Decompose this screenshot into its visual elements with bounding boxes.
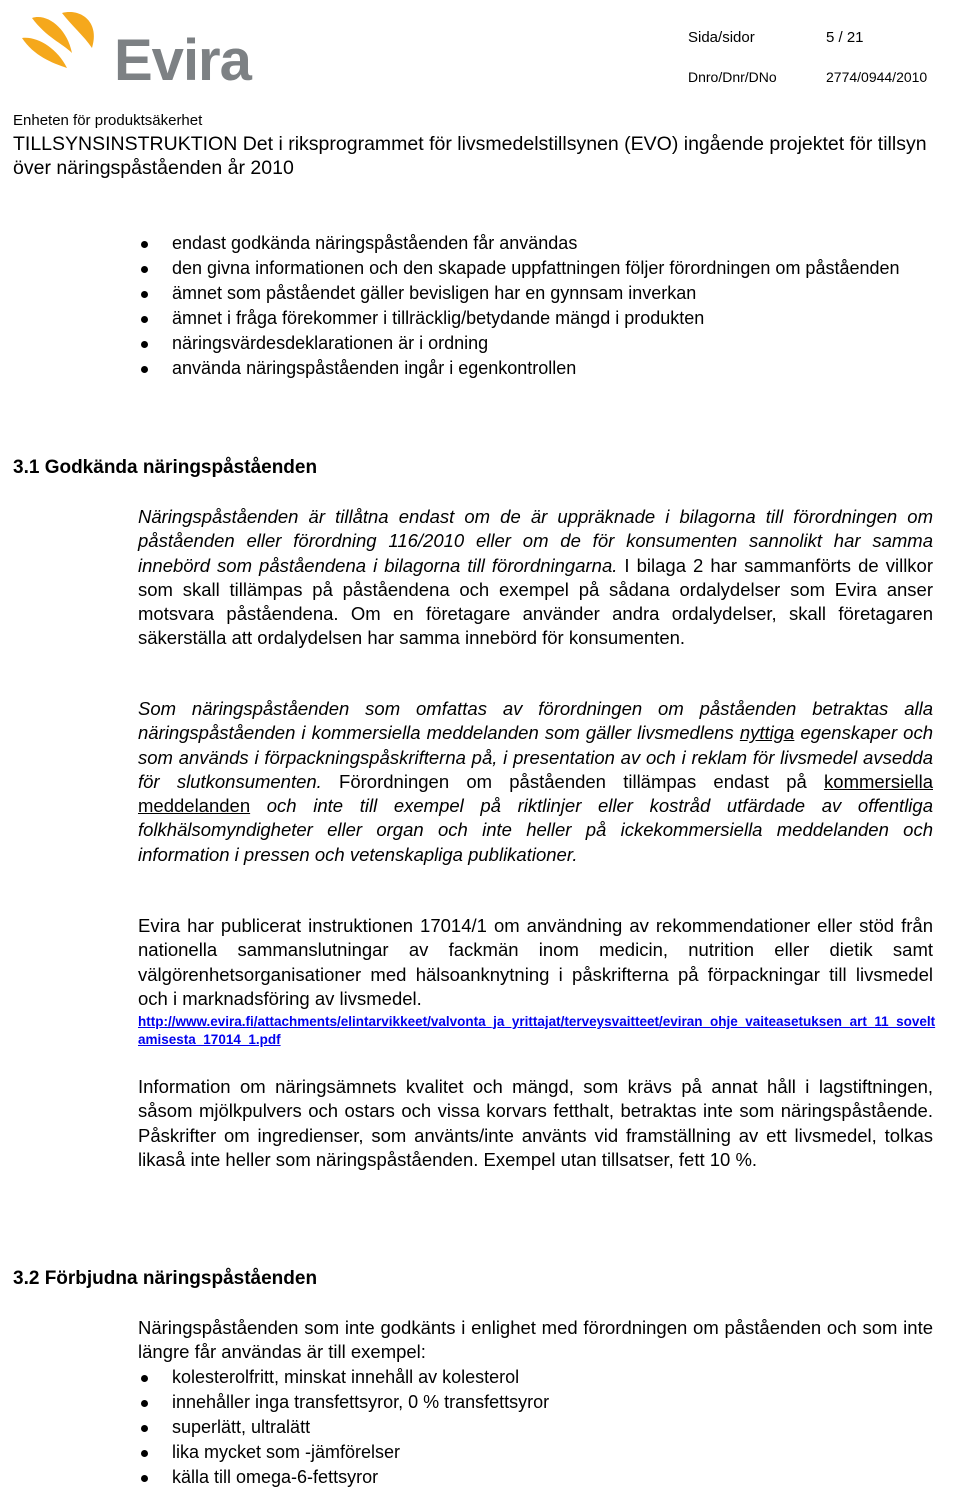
list-item: endast godkända näringspåståenden får användas (0, 231, 932, 256)
page-label: Sida/sidor (688, 29, 755, 46)
paragraph-nutrient-info: Information om näringsämnets kvalitet och mängd, som krävs på annat håll i lagstiftningen, såsom mjölkpulvers och ostars och vissa korvars fetthalt, betraktas inte som näringspåstående. Påskrifter om ingredienser, som använts/inte använts vid framställning av ett livsmedel, tolkas likaså inte heller som näringspåståenden. Exempel utan tillsatser, fett 10 %. (138, 1076, 933, 1170)
list-item: superlätt, ultralätt (0, 1415, 932, 1440)
section-heading-3-2: 3.2 Förbjudna näringspåståenden (13, 1268, 318, 1289)
list-item: innehåller inga transfettsyror, 0 % transfettsyror (0, 1390, 932, 1415)
dnro-value: 2774/0944/2010 (826, 69, 928, 85)
list-item: kolesterolfritt, minskat innehåll av kolesterol (0, 1365, 932, 1390)
paragraph-scope: Som näringspåståenden som omfattas av förordningen om påståenden betraktas alla näringspåståenden i kommersiella meddelanden som gäller livsmedlens nyttiga egenskaper och som används i förpackningspåskrifterna på, i presentation av och i reklam för livsmedel avsedda för slutkonsumenten. Förordningen om påståenden tillämpas endast på kommersiella meddelanden och inte till exempel på riktlinjer eller kostråd utfärdade av offentliga folkhälsomyndigheter eller organ och inte heller på ickekommersiella meddelanden och information i pressen och vetenskapliga publikationer. (138, 698, 933, 865)
leaf-icon (22, 8, 112, 83)
paragraph-approved-claims: Näringspåståenden är tillåtna endast om de är uppräknade i bilagorna till förordningen om påståenden eller förordning 116/2010 eller om de för konsumenten sannolikt har samma innebörd som påståendena i bilagorna till förordningarna. I bilaga 2 har sammanförts de villkor som skall tillämpas på påståendena och exempel på sådana ordalydelser som Evira anser motsvara påståendena. Om en företagare använder andra ordalydelser, skall företagaren säkerställa att ordalydelsen har samma innebörd för konsumenten. (138, 506, 933, 649)
paragraph-forbidden-intro: Näringspåståenden som inte godkänts i enlighet med förordningen om påståenden och som inte längre får användas är till exempel: (138, 1317, 933, 1363)
requirements-list (0, 231, 932, 381)
unit-name: Enheten för produktsäkerhet (13, 112, 203, 129)
list-item: näringsvärdesdeklarationen är i ordning (0, 331, 932, 356)
list-item: lika mycket som -jämförelser (0, 1440, 932, 1465)
instruction-link-block (138, 1013, 938, 1049)
list-item: använda näringspåståenden ingår i egenkontrollen (0, 356, 932, 381)
evira-logo (22, 8, 272, 93)
page-number: 5 / 21 (826, 29, 864, 46)
list-item: den givna informationen och den skapade uppfattningen följer förordningen om påståenden (0, 256, 932, 281)
list-item: ämnet som påståendet gäller bevisligen har en gynnsam inverkan (0, 281, 932, 306)
section-heading-3-1: 3.1 Godkända näringspåståenden (13, 457, 318, 478)
paragraph-instruction: Evira har publicerat instruktionen 17014/1 om användning av rekommendationer eller stöd från nationella sammanslutningar av fackmän inom medicin, nutrition eller dietik samt välgörenhetsorganisationer med hälsoanknytning i påskrifterna på förpackningar till livsmedel och i marknadsföring av livsmedel. (138, 915, 933, 1009)
instruction-link[interactable]: http://www.evira.fi/attachments/elintarvikkeet/valvonta_ja_yrittajat/terveysvaitteet/eviran_ohje_vaiteasetuksen_art_11_soveltamisesta_17014_1.pdf (138, 1014, 936, 1047)
list-item: ämnet i fråga förekommer i tillräcklig/betydande mängd i produkten (0, 306, 932, 331)
list-item: källa till omega-6-fettsyror (0, 1465, 932, 1490)
logo-wordmark: Evira (114, 28, 251, 93)
document-title: TILLSYNSINSTRUKTION Det i riksprogrammet för livsmedelstillsynen (EVO) ingående projektet för tillsyn över näringspåståenden år 2010 (13, 133, 927, 179)
dnro-label: Dnro/Dnr/DNo (688, 69, 777, 85)
forbidden-claims-list (0, 1365, 932, 1490)
